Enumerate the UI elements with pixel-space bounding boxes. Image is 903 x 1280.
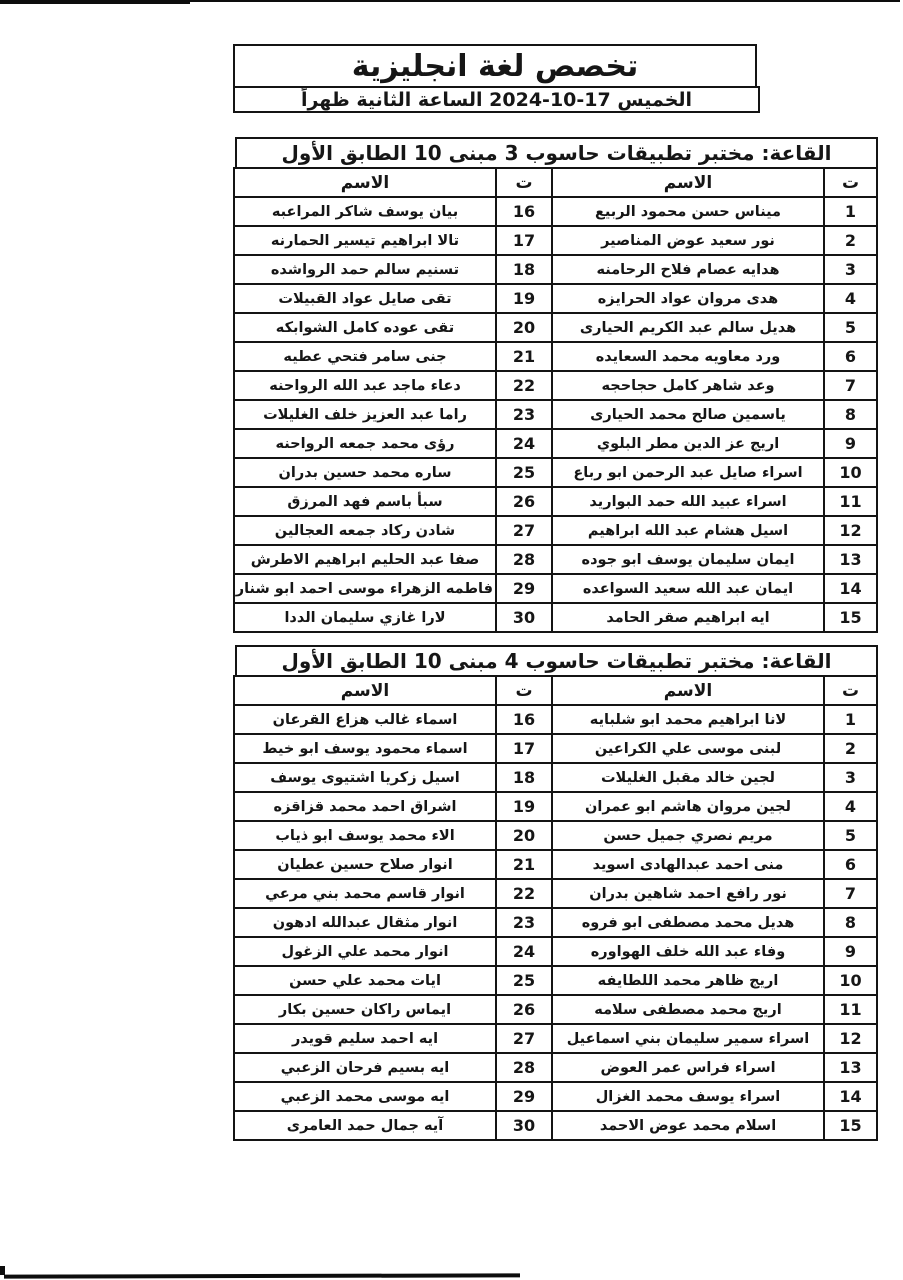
- seat-number: 28: [496, 545, 552, 574]
- col-header-num-right: ت: [824, 676, 877, 705]
- seat-number: 2: [824, 734, 877, 763]
- student-name: هديل سالم عبد الكريم الحيارى: [552, 313, 824, 342]
- seat-number: 11: [824, 995, 877, 1024]
- table-row: [234, 545, 877, 574]
- student-name: فاطمه الزهراء موسى احمد ابو شنار: [234, 574, 496, 603]
- student-name: الاء محمد يوسف ابو ذياب: [234, 821, 496, 850]
- seat-number: 17: [496, 734, 552, 763]
- scan-artifact-bottom-line: [4, 1273, 520, 1278]
- student-name: ساره محمد حسين بدران: [234, 458, 496, 487]
- student-name: سبأ باسم فهد المرزق: [234, 487, 496, 516]
- seat-number: 8: [824, 400, 877, 429]
- seat-number: 14: [824, 1082, 877, 1111]
- table-row: [234, 705, 877, 734]
- table-row: [234, 458, 877, 487]
- student-name: لبنى موسى علي الكراعين: [552, 734, 824, 763]
- table-row: [234, 792, 877, 821]
- table-row: [234, 908, 877, 937]
- seat-number: 16: [496, 197, 552, 226]
- seat-number: 13: [824, 1053, 877, 1082]
- seat-number: 17: [496, 226, 552, 255]
- exam-date-box: [233, 86, 760, 113]
- seat-number: 4: [824, 284, 877, 313]
- student-name: اسماء غالب هزاع القرعان: [234, 705, 496, 734]
- seat-number: 5: [824, 313, 877, 342]
- seat-number: 29: [496, 574, 552, 603]
- seat-number: 18: [496, 255, 552, 284]
- student-name: منى احمد عبدالهادى اسويد: [552, 850, 824, 879]
- seat-number: 21: [496, 342, 552, 371]
- seat-number: 14: [824, 574, 877, 603]
- student-name: نور سعيد عوض المناصير: [552, 226, 824, 255]
- student-name: دعاء ماجد عبد الله الرواحنه: [234, 371, 496, 400]
- student-name: راما عبد العزيز خلف الغليلات: [234, 400, 496, 429]
- table-row: [234, 1024, 877, 1053]
- student-name: هدايه عصام فلاح الرحامنه: [552, 255, 824, 284]
- student-name: اسراء عبيد الله حمد البواريد: [552, 487, 824, 516]
- student-name: لجين مروان هاشم ابو عمران: [552, 792, 824, 821]
- student-name: تقى عوده كامل الشوابكه: [234, 313, 496, 342]
- student-name: لارا غازي سليمان الددا: [234, 603, 496, 632]
- table-row: [234, 1053, 877, 1082]
- table-row: [234, 734, 877, 763]
- student-name: لانا ابراهيم محمد ابو شلبايه: [552, 705, 824, 734]
- student-name: ايماس راكان حسين بكار: [234, 995, 496, 1024]
- scan-artifact-top-line: [0, 0, 190, 4]
- student-name: اسراء يوسف محمد الغزال: [552, 1082, 824, 1111]
- student-name: اسيل زكريا اشتيوى يوسف: [234, 763, 496, 792]
- seat-number: 16: [496, 705, 552, 734]
- seat-number: 26: [496, 995, 552, 1024]
- room-header-lab3: القاعة: مختبر تطبيقات حاسوب 3 مبنى 10 الطابق الأول: [235, 137, 878, 167]
- col-header-num-left: ت: [496, 168, 552, 197]
- seat-number: 26: [496, 487, 552, 516]
- table-row: [234, 516, 877, 545]
- seat-number: 3: [824, 255, 877, 284]
- seat-number: 21: [496, 850, 552, 879]
- seat-number: 4: [824, 792, 877, 821]
- student-name: هديل محمد مصطفى ابو فروه: [552, 908, 824, 937]
- student-name: اسراء فراس عمر العوض: [552, 1053, 824, 1082]
- student-name: تالا ابراهيم تيسير الحمارنه: [234, 226, 496, 255]
- table-row: [234, 821, 877, 850]
- student-name: ايمان سليمان يوسف ابو جوده: [552, 545, 824, 574]
- table-row: [234, 995, 877, 1024]
- seat-number: 19: [496, 792, 552, 821]
- student-name: ايات محمد علي حسن: [234, 966, 496, 995]
- seat-number: 23: [496, 400, 552, 429]
- seat-number: 15: [824, 603, 877, 632]
- student-name: اريج محمد مصطفى سلامه: [552, 995, 824, 1024]
- seat-number: 11: [824, 487, 877, 516]
- table-row: [234, 400, 877, 429]
- seat-number: 12: [824, 516, 877, 545]
- table-row: [234, 313, 877, 342]
- roster-table-lab3: [235, 137, 878, 633]
- student-name: بيان يوسف شاكر المراعبه: [234, 197, 496, 226]
- seat-number: 27: [496, 516, 552, 545]
- seat-number: 12: [824, 1024, 877, 1053]
- student-name: اسلام محمد عوض الاحمد: [552, 1111, 824, 1140]
- student-name: ايه احمد سليم قويدر: [234, 1024, 496, 1053]
- student-name: ايه ابراهيم صقر الحامد: [552, 603, 824, 632]
- col-header-num-left: ت: [496, 676, 552, 705]
- seat-number: 30: [496, 1111, 552, 1140]
- seat-number: 24: [496, 937, 552, 966]
- seat-number: 27: [496, 1024, 552, 1053]
- col-header-name-right: الاسم: [552, 676, 824, 705]
- seat-number: 30: [496, 603, 552, 632]
- student-name: ايمان عبد الله سعيد السواعده: [552, 574, 824, 603]
- col-header-name-left: الاسم: [234, 676, 496, 705]
- seat-number: 24: [496, 429, 552, 458]
- room-header-lab4: القاعة: مختبر تطبيقات حاسوب 4 مبنى 10 الطابق الأول: [235, 645, 878, 675]
- student-name: انوار محمد علي الزغول: [234, 937, 496, 966]
- table-row: [234, 937, 877, 966]
- student-name: اسراء صايل عبد الرحمن ابو رباع: [552, 458, 824, 487]
- table-row: [234, 371, 877, 400]
- seat-number: 29: [496, 1082, 552, 1111]
- seat-number: 22: [496, 879, 552, 908]
- specialization-title: تخصص لغة انجليزية: [351, 48, 639, 84]
- student-name: وفاء عبد الله خلف الهواوره: [552, 937, 824, 966]
- seat-number: 6: [824, 850, 877, 879]
- seat-number: 9: [824, 937, 877, 966]
- table-row: [234, 879, 877, 908]
- table-row: [234, 342, 877, 371]
- column-header-row: [234, 676, 877, 705]
- seat-number: 28: [496, 1053, 552, 1082]
- seat-number: 10: [824, 458, 877, 487]
- student-name: اسيل هشام عبد الله ابراهيم: [552, 516, 824, 545]
- student-name: اريج ظاهر محمد اللطايفه: [552, 966, 824, 995]
- seat-number: 1: [824, 705, 877, 734]
- seat-number: 7: [824, 879, 877, 908]
- table-row: [234, 1082, 877, 1111]
- col-header-num-right: ت: [824, 168, 877, 197]
- student-name: شادن ركاد جمعه العجالين: [234, 516, 496, 545]
- student-name: ياسمين صالح محمد الحيارى: [552, 400, 824, 429]
- specialization-title-box: [233, 44, 757, 88]
- student-name: آيه جمال حمد العامرى: [234, 1111, 496, 1140]
- student-name: وعد شاهر كامل حجاحجه: [552, 371, 824, 400]
- table-row: [234, 487, 877, 516]
- student-name: تقى صايل عواد القبيلات: [234, 284, 496, 313]
- student-name: ورد معاويه محمد السعايده: [552, 342, 824, 371]
- student-name: اشراق احمد محمد قزاقزه: [234, 792, 496, 821]
- student-name: نور رافع احمد شاهين بدران: [552, 879, 824, 908]
- table-row: [234, 197, 877, 226]
- seat-number: 13: [824, 545, 877, 574]
- student-name: جنى سامر فتحي عطيه: [234, 342, 496, 371]
- student-name: مريم نصري جميل حسن: [552, 821, 824, 850]
- students-table-lab4: [233, 675, 878, 1141]
- student-name: انوار مثقال عبدالله ادهون: [234, 908, 496, 937]
- seat-number: 6: [824, 342, 877, 371]
- student-name: ميناس حسن محمود الربيع: [552, 197, 824, 226]
- seat-number: 19: [496, 284, 552, 313]
- table-row: [234, 226, 877, 255]
- student-name: اسماء محمود يوسف ابو خيط: [234, 734, 496, 763]
- student-name: انوار قاسم محمد بني مرعي: [234, 879, 496, 908]
- seat-number: 1: [824, 197, 877, 226]
- column-header-row: [234, 168, 877, 197]
- table-row: [234, 284, 877, 313]
- seat-number: 25: [496, 458, 552, 487]
- student-name: صفا عبد الحليم ابراهيم الاطرش: [234, 545, 496, 574]
- scan-artifact-bottom-tick: [0, 1266, 5, 1275]
- seat-number: 5: [824, 821, 877, 850]
- student-name: هدى مروان عواد الحرايزه: [552, 284, 824, 313]
- table-row: [234, 850, 877, 879]
- student-name: ايه موسى محمد الزعبي: [234, 1082, 496, 1111]
- table-row: [234, 603, 877, 632]
- seat-number: 10: [824, 966, 877, 995]
- col-header-name-left: الاسم: [234, 168, 496, 197]
- seat-number: 8: [824, 908, 877, 937]
- table-row: [234, 1111, 877, 1140]
- table-row: [234, 429, 877, 458]
- student-name: اريج عز الدين مطر البلوي: [552, 429, 824, 458]
- col-header-name-right: الاسم: [552, 168, 824, 197]
- table-row: [234, 574, 877, 603]
- seat-number: 23: [496, 908, 552, 937]
- seat-number: 22: [496, 371, 552, 400]
- table-row: [234, 966, 877, 995]
- seat-number: 2: [824, 226, 877, 255]
- seat-number: 15: [824, 1111, 877, 1140]
- student-name: ايه بسيم فرحان الزعبي: [234, 1053, 496, 1082]
- seat-number: 20: [496, 313, 552, 342]
- seat-number: 9: [824, 429, 877, 458]
- scan-artifact-top-line-thin: [185, 0, 900, 2]
- student-name: لجين خالد مقبل الغليلات: [552, 763, 824, 792]
- roster-table-lab4: [235, 645, 878, 1141]
- student-name: اسراء سمير سليمان بني اسماعيل: [552, 1024, 824, 1053]
- student-name: رؤى محمد جمعه الرواحنه: [234, 429, 496, 458]
- table-row: [234, 763, 877, 792]
- students-table-lab3: [233, 167, 878, 633]
- seat-number: 18: [496, 763, 552, 792]
- exam-date-line: الخميس 17-10-2024 الساعة الثانية ظهراً: [300, 88, 693, 111]
- seat-number: 3: [824, 763, 877, 792]
- seat-number: 20: [496, 821, 552, 850]
- table-row: [234, 255, 877, 284]
- seat-number: 7: [824, 371, 877, 400]
- student-name: انوار صلاح حسين عطيان: [234, 850, 496, 879]
- seat-number: 25: [496, 966, 552, 995]
- student-name: تسنيم سالم حمد الرواشده: [234, 255, 496, 284]
